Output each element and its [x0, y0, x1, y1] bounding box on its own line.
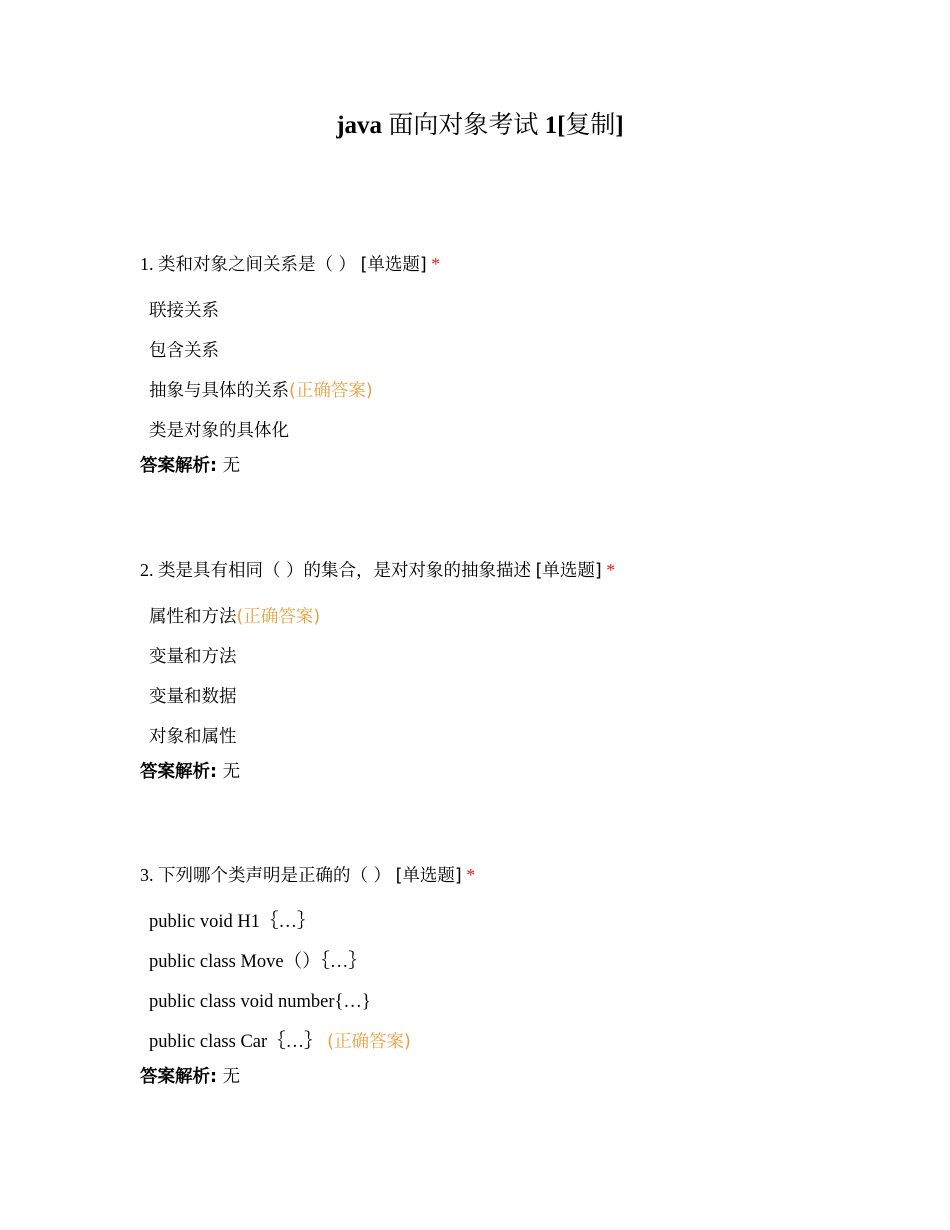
question-number: 3.: [140, 865, 154, 885]
correct-answer-tag: (正确答案): [236, 607, 321, 627]
title-part-number: 1[: [544, 112, 566, 139]
question-number: 2.: [140, 560, 154, 580]
question-header: [140, 252, 860, 276]
question-type: [单选题]: [535, 561, 602, 581]
question-type: [单选题]: [360, 255, 427, 275]
question-1: [140, 252, 860, 478]
title-part-name: 面向对象考试: [388, 112, 539, 139]
option-text: 变量和数据: [149, 687, 237, 707]
options-list: [140, 298, 860, 458]
option-text: 包含关系: [149, 341, 219, 361]
analysis-label: 答案解析:: [140, 1067, 217, 1087]
answer-analysis: [140, 760, 860, 784]
question-2: [140, 558, 860, 784]
required-marker: *: [431, 254, 441, 274]
title-part-java: java: [336, 112, 383, 139]
option-item: [140, 684, 860, 724]
analysis-value: 无: [222, 456, 241, 476]
question-3: [140, 863, 860, 1089]
option-text: 抽象与具体的关系: [149, 381, 289, 401]
option-item: [140, 298, 860, 338]
option-text: 属性和方法: [149, 607, 237, 627]
option-item: [140, 949, 860, 989]
option-item: [140, 338, 860, 378]
question-stem: 类和对象之间关系是（ ）: [158, 255, 357, 275]
option-item: [140, 378, 860, 418]
question-number: 1.: [140, 254, 154, 274]
option-text: public class Car｛…｝: [149, 1032, 323, 1052]
question-header: [140, 558, 860, 582]
question-stem: 类是具有相同（ ）的集合，是对对象的抽象描述: [158, 561, 532, 581]
analysis-label: 答案解析:: [140, 456, 217, 476]
correct-answer-tag: (正确答案): [289, 381, 373, 401]
title-part-copy: 复制: [565, 112, 616, 139]
option-item: [140, 909, 860, 949]
option-text: 变量和方法: [149, 647, 237, 667]
page-title: [0, 108, 950, 144]
correct-answer-tag: (正确答案): [327, 1032, 411, 1052]
option-item: [140, 644, 860, 684]
required-marker: *: [466, 865, 476, 885]
option-text: 对象和属性: [149, 727, 237, 747]
answer-analysis: [140, 454, 860, 478]
option-item: [140, 724, 860, 764]
option-text: 类是对象的具体化: [149, 421, 289, 441]
analysis-value: 无: [222, 1067, 241, 1087]
title-part-bracket: ]: [615, 112, 624, 139]
option-text: public void H1｛…｝: [149, 912, 316, 932]
option-item: [140, 418, 860, 458]
question-type: [单选题]: [395, 866, 462, 886]
question-header: [140, 863, 860, 887]
answer-analysis: [140, 1065, 860, 1089]
question-stem: 下列哪个类声明是正确的（ ）: [158, 866, 392, 886]
option-text: public class Move（）｛…｝: [149, 952, 367, 972]
options-list: [140, 604, 860, 764]
options-list: [140, 909, 860, 1069]
option-item: [140, 604, 860, 644]
option-item: [140, 989, 860, 1029]
analysis-value: 无: [222, 762, 241, 782]
required-marker: *: [606, 560, 616, 580]
option-item: [140, 1029, 860, 1069]
option-text: public class void number{…}: [149, 992, 371, 1012]
option-text: 联接关系: [149, 301, 219, 321]
analysis-label: 答案解析:: [140, 762, 217, 782]
